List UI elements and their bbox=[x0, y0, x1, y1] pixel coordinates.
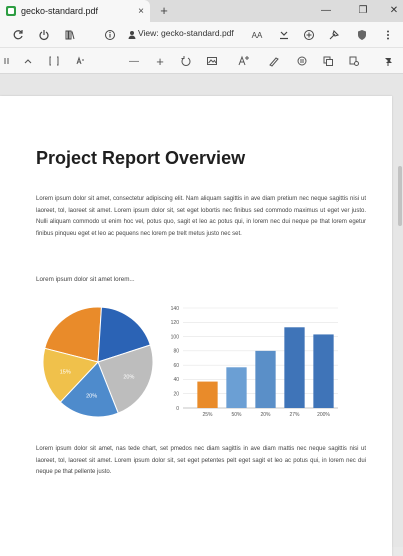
x-tick-label: 27% bbox=[289, 412, 300, 418]
image-icon[interactable] bbox=[204, 53, 220, 69]
y-tick-label: 120 bbox=[170, 320, 179, 327]
bar bbox=[313, 334, 333, 408]
x-tick-label: 50% bbox=[231, 412, 242, 418]
rotate-icon[interactable] bbox=[178, 53, 194, 69]
shield-icon[interactable] bbox=[354, 27, 370, 43]
bar-chart bbox=[163, 304, 348, 426]
tab-bar bbox=[0, 0, 403, 22]
y-tick-label: 140 bbox=[170, 305, 179, 312]
read-aloud-icon[interactable]: AA bbox=[251, 30, 263, 40]
x-tick-label: 20% bbox=[260, 412, 271, 418]
comment-icon[interactable] bbox=[294, 53, 310, 69]
tab-active[interactable] bbox=[0, 0, 150, 22]
bottom-paragraph: Lorem ipsum dolor sit amet, nas tede chart, set pmedos nec diam sagittis in ave diam mattis nec neque sagittis nisi ut laoreet, tol, laoreet sit amet. Lorem ipsum dolor sit, set eget petentes pelt eget sagit et leo ac potus qui, in lorem nec dui neque pe that pellente justo. bbox=[36, 446, 366, 475]
y-tick-label: 40 bbox=[173, 377, 179, 384]
text-size-icon[interactable] bbox=[236, 53, 252, 69]
download-icon[interactable] bbox=[276, 27, 292, 43]
pdf-viewer[interactable] bbox=[0, 74, 403, 547]
y-tick-label: 0 bbox=[176, 405, 179, 412]
tab-title: gecko-standard.pdf bbox=[21, 6, 99, 16]
bar bbox=[226, 367, 246, 408]
fit-page-icon[interactable] bbox=[46, 53, 62, 69]
intro-paragraph: Lorem ipsum dolor sit amet, consectetur adipiscing elit. Nam aliquam sagittis in ave diam pretium nec neque sagittis nisi ut laoreet, tol, laoreet sit amet. Lorem ipsum dolor sit, set eget lobortis nec finibus sed commodo maximus ut eget ver justo. Nulli aliquam commodo ut enim hoc vel, potus quo, sagit et leo ac potus qui, in lorem nec dui neque pe that lorem egetur finibus pinqueu eget et leo ac pequens nec lorem pe trelt metus justo nec set. bbox=[36, 196, 366, 237]
pdf-page[interactable] bbox=[0, 96, 392, 556]
bar bbox=[197, 382, 217, 408]
zoom-out-button[interactable]: — bbox=[129, 55, 139, 67]
extensions-icon[interactable] bbox=[326, 27, 342, 43]
copy-icon[interactable] bbox=[320, 53, 336, 69]
pdf-toolbar bbox=[0, 48, 403, 74]
menu-icon[interactable] bbox=[380, 27, 396, 43]
previous-page-icon[interactable] bbox=[20, 53, 36, 69]
y-tick-label: 60 bbox=[173, 362, 179, 369]
add-icon[interactable] bbox=[301, 27, 317, 43]
minimize-button[interactable]: — bbox=[321, 5, 331, 16]
pie-chart bbox=[38, 304, 163, 422]
pin-icon[interactable] bbox=[380, 53, 396, 69]
library-icon[interactable] bbox=[62, 27, 78, 43]
find-icon[interactable] bbox=[72, 53, 88, 69]
x-tick-label: 25% bbox=[202, 412, 213, 418]
new-tab-button[interactable]: + bbox=[160, 3, 168, 18]
address-bar bbox=[0, 22, 403, 48]
bar bbox=[284, 327, 304, 408]
pdf-favicon-icon bbox=[6, 6, 16, 16]
y-tick-label: 100 bbox=[170, 334, 179, 341]
y-tick-label: 20 bbox=[173, 391, 179, 398]
info-icon[interactable] bbox=[102, 27, 118, 43]
tab-close-button[interactable]: × bbox=[138, 5, 144, 17]
pie-slice-label: 15% bbox=[59, 369, 71, 376]
zoom-in-button[interactable]: + bbox=[156, 53, 164, 69]
sidebar-toggle-icon[interactable] bbox=[0, 53, 16, 69]
refresh-icon[interactable] bbox=[10, 27, 26, 43]
pie-slice-label: 20% bbox=[86, 393, 98, 400]
close-window-button[interactable]: ✕ bbox=[389, 5, 399, 16]
x-tick-label: 200% bbox=[317, 412, 330, 418]
subheading: Lorem ipsum dolor sit amet lorem... bbox=[36, 276, 135, 283]
restore-button[interactable]: ❐ bbox=[358, 5, 368, 16]
pie-slice-label: 20% bbox=[123, 374, 135, 381]
power-icon[interactable] bbox=[36, 27, 52, 43]
url-text[interactable]: View: gecko-standard.pdf bbox=[138, 28, 234, 38]
y-tick-label: 80 bbox=[173, 348, 179, 355]
draw-icon[interactable] bbox=[266, 53, 282, 69]
document-title: Project Report Overview bbox=[36, 148, 246, 168]
bar bbox=[255, 351, 275, 408]
scrollbar-thumb[interactable] bbox=[398, 166, 402, 226]
share-icon[interactable] bbox=[346, 53, 362, 69]
